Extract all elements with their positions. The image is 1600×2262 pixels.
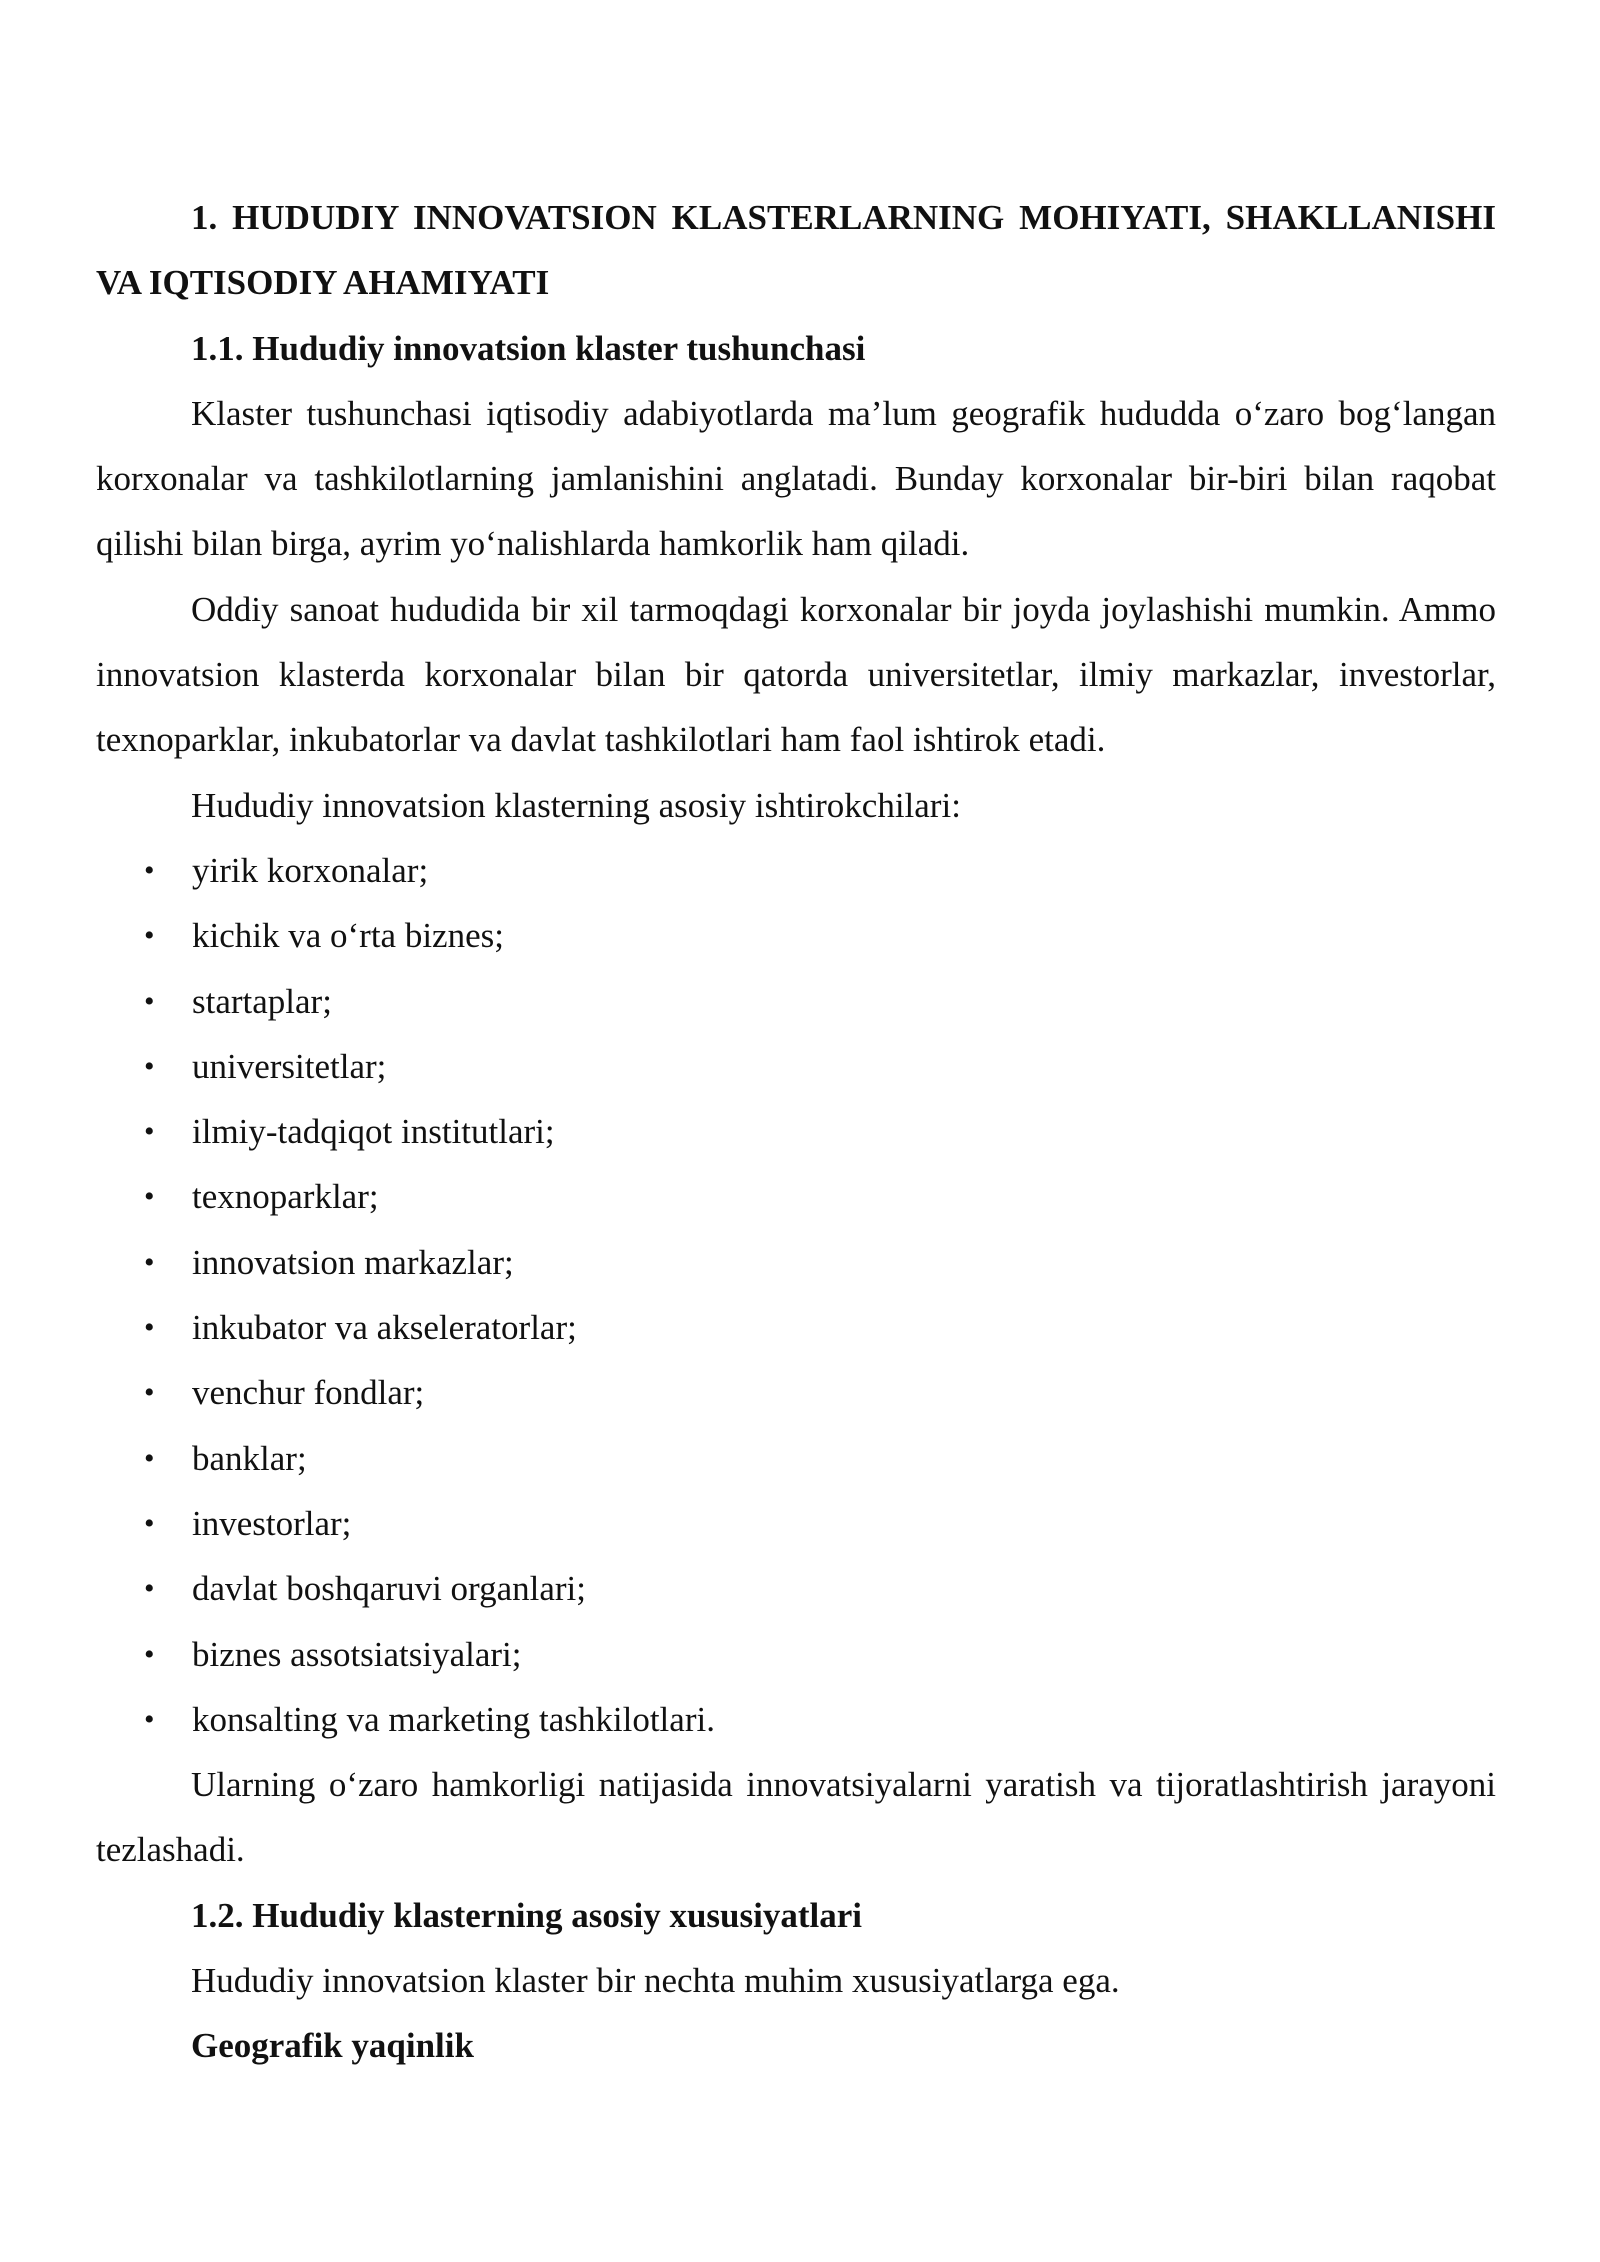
list-item-text: ilmiy-tadqiqot institutlari; — [192, 1112, 555, 1152]
participants-list — [96, 838, 1496, 1752]
list-item — [96, 903, 1496, 968]
section-1-1-heading: 1.1. Hududiy innovatsion klaster tushunchasi — [191, 328, 866, 368]
bullet-icon: • — [144, 919, 155, 953]
list-item-text: texnoparklar; — [192, 1177, 379, 1217]
list-item-text: innovatsion markazlar; — [192, 1242, 514, 1282]
list-item — [96, 969, 1496, 1034]
list-item-text: venchur fondlar; — [192, 1373, 425, 1413]
list-item-text: kichik va o‘rta biznes; — [192, 916, 504, 956]
bullet-icon: • — [144, 1506, 155, 1540]
list-item — [96, 1491, 1496, 1556]
list-item — [96, 1360, 1496, 1425]
list-item — [96, 1622, 1496, 1687]
list-item — [96, 1164, 1496, 1229]
list-item-text: banklar; — [192, 1438, 307, 1478]
bullet-icon: • — [144, 1245, 155, 1279]
bullet-icon: • — [144, 1637, 155, 1671]
subheading-geographic-proximity: Geografik yaqinlik — [191, 2026, 474, 2066]
list-item — [96, 1426, 1496, 1491]
list-item — [96, 1295, 1496, 1360]
list-item-text: biznes assotsiatsiyalari; — [192, 1634, 522, 1674]
list-item-text: startaplar; — [192, 981, 332, 1021]
list-item-text: universitetlar; — [192, 1046, 387, 1086]
list-item — [96, 1099, 1496, 1164]
paragraph-features-intro: Hududiy innovatsion klaster bir nechta muhim xususiyatlarga ega. — [191, 1961, 1120, 2001]
bullet-icon: • — [144, 1311, 155, 1345]
list-item-text: yirik korxonalar; — [192, 850, 429, 890]
section-1-2-heading: 1.2. Hududiy klasterning asosiy xususiyatlari — [191, 1895, 862, 1935]
bullet-icon: • — [144, 1049, 155, 1083]
paragraph-participants-intro: Hududiy innovatsion klasterning asosiy ishtirokchilari: — [191, 785, 961, 825]
bullet-icon: • — [144, 1702, 155, 1736]
list-item — [96, 1230, 1496, 1295]
list-item-text: davlat boshqaruvi organlari; — [192, 1569, 586, 1609]
list-item — [96, 838, 1496, 903]
list-item — [96, 1034, 1496, 1099]
paragraph-industrial-vs-innovation: Oddiy sanoat hududida bir xil tarmoqdagi korxonalar bir joyda joylashishi mumkin. Ammo innovatsion klasterda korxonalar bilan bir qatorda universitetlar, ilmiy markazlar, investorlar, texnoparklar, inkubatorlar va davlat tashkilotlari ham faol ishtirok etadi. — [96, 589, 1496, 760]
bullet-icon: • — [144, 1180, 155, 1214]
bullet-icon: • — [144, 853, 155, 887]
paragraph-cluster-definition: Klaster tushunchasi iqtisodiy adabiyotlarda ma’lum geografik hududda o‘zaro bog‘langan korxonalar va tashkilotlarning jamlanishini anglatadi. Bunday korxonalar bir-biri bilan raqobat qilishi bilan birga, ayrim yo‘nalishlarda hamkorlik ham qiladi. — [96, 393, 1496, 564]
list-item — [96, 1687, 1496, 1752]
bullet-icon: • — [144, 984, 155, 1018]
bullet-icon: • — [144, 1115, 155, 1149]
bullet-icon: • — [144, 1572, 155, 1606]
list-item-text: inkubator va akseleratorlar; — [192, 1308, 577, 1348]
paragraph-cooperation-result: Ularning o‘zaro hamkorligi natijasida innovatsiyalarni yaratish va tijoratlashtirish jarayoni tezlashadi. — [96, 1765, 1496, 1870]
bullet-icon: • — [144, 1376, 155, 1410]
bullet-icon: • — [144, 1441, 155, 1475]
list-item-text: konsalting va marketing tashkilotlari. — [192, 1699, 715, 1739]
list-item — [96, 1556, 1496, 1621]
list-item-text: investorlar; — [192, 1503, 352, 1543]
chapter-title: 1. HUDUDIY INNOVATSION KLASTERLARNING MOHIYATI, SHAKLLANISHI VA IQTISODIY AHAMIYATI — [96, 198, 1496, 303]
